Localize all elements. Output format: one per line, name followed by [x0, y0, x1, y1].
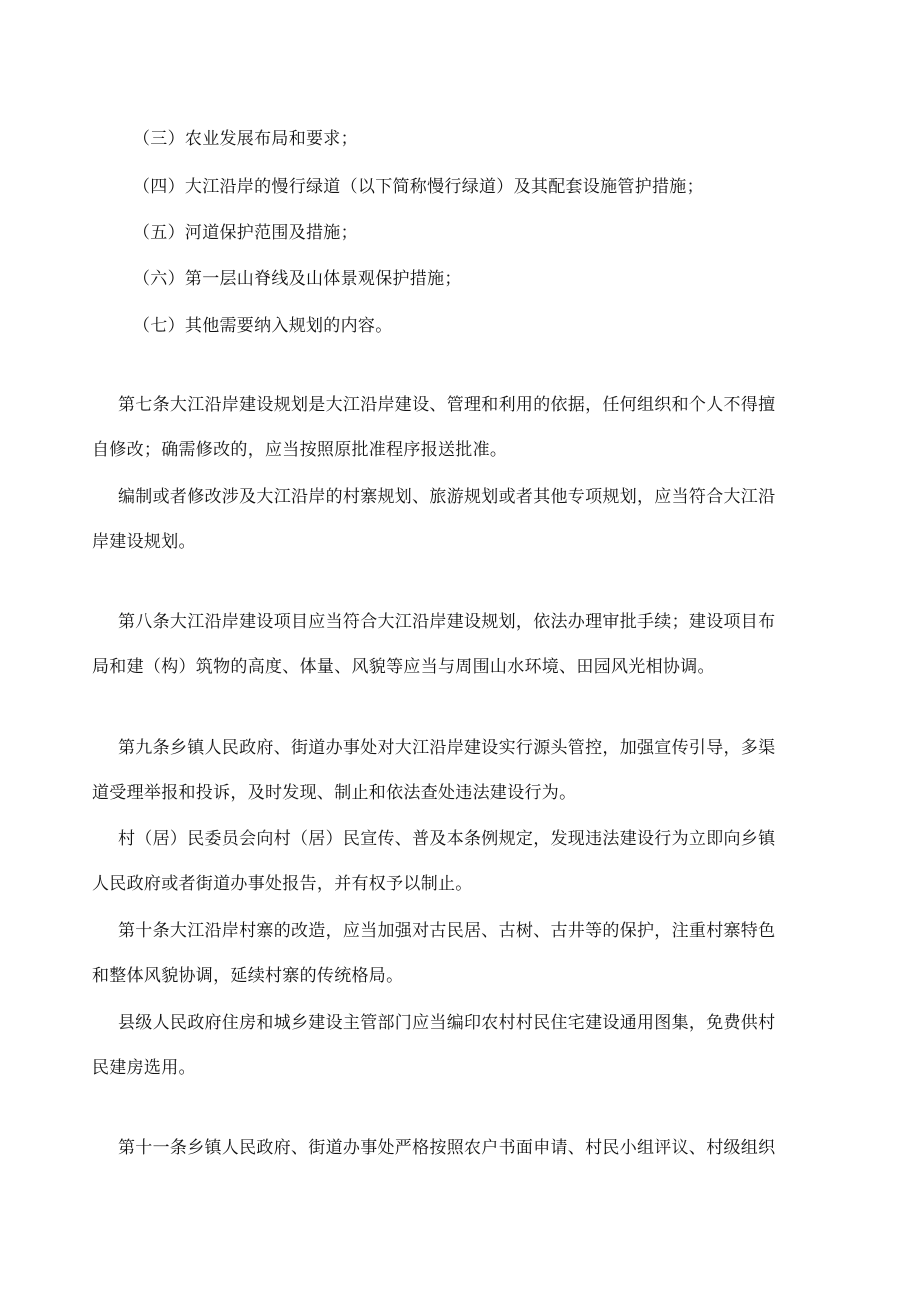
article-7-line-2: 自修改；确需修改的，应当按照原批准程序报送批准。 — [92, 440, 508, 460]
article-10-line-1: 第十条大江沿岸村寨的改造，应当加强对古民居、古树、古井等的保护，注重村寨特色 — [118, 921, 776, 941]
list-item-7: （七）其他需要纳入规划的内容。 — [133, 316, 393, 336]
article-7-line-1: 第七条大江沿岸建设规划是大江沿岸建设、管理和利用的依据，任何组织和个人不得擅 — [118, 395, 776, 415]
list-item-5: （五）河道保护范围及措施； — [133, 223, 358, 243]
list-item-3: （三）农业发展布局和要求； — [133, 129, 358, 149]
article-7-para2-line-2: 岸建设规划。 — [92, 532, 196, 552]
article-9-line-2: 道受理举报和投诉，及时发现、制止和依法查处违法建设行为。 — [92, 783, 577, 803]
article-9-para2-line-1: 村（居）民委员会向村（居）民宣传、普及本条例规定，发现违法建设行为立即向乡镇 — [118, 829, 776, 849]
article-8-line-2: 局和建（构）筑物的高度、体量、风貌等应当与周围山水环境、田园风光相协调。 — [92, 657, 715, 677]
article-9-line-1: 第九条乡镇人民政府、街道办事处对大江沿岸建设实行源头管控，加强宣传引导，多渠 — [118, 738, 776, 758]
article-10-para2-line-1: 县级人民政府住房和城乡建设主管部门应当编印农村村民住宅建设通用图集，免费供村 — [118, 1013, 776, 1033]
article-10-line-2: 和整体风貌协调，延续村寨的传统格局。 — [92, 966, 404, 986]
list-item-6: （六）第一层山脊线及山体景观保护措施； — [133, 269, 462, 289]
article-9-para2-line-2: 人民政府或者街道办事处报告，并有权予以制止。 — [92, 874, 473, 894]
article-7-para2-line-1: 编制或者修改涉及大江沿岸的村寨规划、旅游规划或者其他专项规划，应当符合大江沿 — [118, 487, 776, 507]
article-8-line-1: 第八条大江沿岸建设项目应当符合大江沿岸建设规划，依法办理审批手续；建设项目布 — [118, 612, 776, 632]
article-11-line-1: 第十一条乡镇人民政府、街道办事处严格按照农户书面申请、村民小组评议、村级组织 — [118, 1138, 776, 1158]
list-item-4: （四）大江沿岸的慢行绿道（以下简称慢行绿道）及其配套设施管护措施； — [133, 177, 704, 197]
article-10-para2-line-2: 民建房选用。 — [92, 1058, 196, 1078]
